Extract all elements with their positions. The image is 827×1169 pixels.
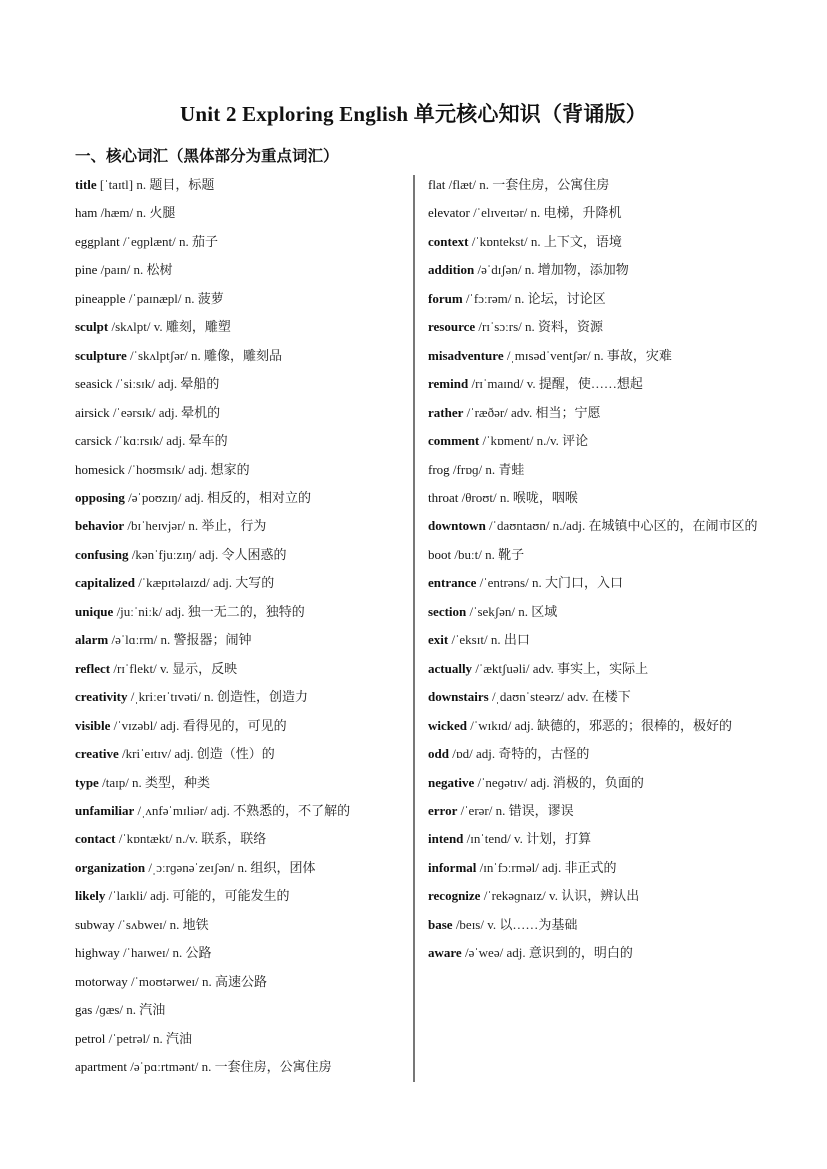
vocab-word: downtown — [428, 518, 486, 534]
vocab-definition: /paɪn/ n. 松树 — [97, 262, 173, 278]
vocab-definition: /bɪˈheɪvjər/ n. 举止，行为 — [124, 518, 267, 534]
vocab-word: creativity — [75, 689, 128, 705]
vocab-definition: /ˈmoʊtərweɪ/ n. 高速公路 — [127, 973, 267, 989]
vocab-definition: /ˈkɒment/ n./v. 评论 — [479, 433, 589, 449]
vocab-word: resource — [428, 319, 476, 335]
vocab-word: wicked — [428, 717, 467, 733]
vocab-definition: /ˈlaɪkli/ adj. 可能的，可能发生的 — [105, 888, 290, 904]
vocab-entry — [428, 342, 758, 370]
vocab-entry — [428, 655, 758, 683]
vocab-word: frog — [428, 461, 450, 477]
vocab-word: flat — [428, 177, 446, 192]
vocab-word: unfamiliar — [75, 802, 135, 818]
vocab-definition: /skʌlpt/ v. 雕刻，雕塑 — [108, 319, 231, 335]
vocab-definition: /ˈwɪkɪd/ adj. 缺德的，邪恶的；很棒的，极好的 — [467, 717, 733, 733]
vocab-entry — [75, 939, 410, 967]
vocab-definition: /kənˈfjuːzɪŋ/ adj. 令人困惑的 — [128, 546, 287, 562]
vocab-entry — [428, 882, 758, 910]
vocab-word: likely — [75, 888, 106, 904]
vocab-word: exit — [428, 632, 449, 648]
vocab-entry — [75, 569, 410, 597]
vocab-word: airsick — [75, 404, 110, 420]
vocab-word: informal — [428, 859, 477, 875]
page-title: Unit 2 Exploring English 单元核心知识（背诵版） — [180, 102, 647, 126]
vocab-word: entrance — [428, 575, 477, 591]
vocab-word: addition — [428, 262, 475, 278]
vocab-word: actually — [428, 660, 473, 676]
vocab-definition: /ˌɔːrɡənəˈzeɪʃən/ n. 组织，团体 — [145, 859, 316, 875]
vocab-definition: /ˈskʌlptʃər/ n. 雕像，雕刻品 — [126, 347, 283, 363]
vocab-entry — [75, 541, 410, 569]
vocab-word: motorway — [75, 973, 128, 989]
vocab-entry — [428, 683, 758, 711]
vocab-entry — [428, 199, 758, 227]
vocab-definition: /ˈræðər/ adv. 相当；宁愿 — [463, 404, 601, 420]
vocab-entry — [75, 882, 410, 910]
vocab-entry — [428, 370, 758, 398]
vocab-definition: /ˈeɡplænt/ n. 茄子 — [119, 233, 218, 249]
vocab-definition: /ˈentrəns/ n. 大门口，入口 — [476, 575, 623, 591]
vocab-definition: /taɪp/ n. 类型，种类 — [98, 774, 211, 790]
vocab-word: elevator — [428, 205, 470, 221]
vocab-definition: /ˈhoʊmsɪk/ adj. 想家的 — [124, 461, 250, 477]
vocab-entry — [428, 313, 758, 341]
vocab-definition: /əˈweə/ adj. 意识到的，明白的 — [461, 945, 633, 961]
column-divider — [413, 175, 415, 1082]
vocab-word: visible — [75, 717, 111, 733]
vocab-entry — [75, 854, 410, 882]
vocab-definition: /əˈpɑːrtmənt/ n. 一套住房，公寓住房 — [126, 1059, 332, 1075]
vocab-word: pineapple — [75, 290, 126, 306]
vocab-word: carsick — [75, 433, 112, 449]
vocab-entry — [428, 911, 758, 939]
vocab-entry — [75, 342, 410, 370]
section-heading: 一、核心词汇（黑体部分为重点词汇） — [75, 148, 339, 165]
vocab-entry — [428, 712, 758, 740]
vocab-definition: /flæt/ n. 一套住房，公寓住房 — [445, 177, 610, 192]
vocab-word: forum — [428, 290, 463, 306]
vocab-word: sculpture — [75, 347, 127, 363]
vocab-entry — [75, 797, 410, 825]
vocab-definition: /rɪˈflekt/ v. 显示，反映 — [110, 660, 238, 676]
vocab-definition: /rɪˈsɔːrs/ n. 资料，资源 — [475, 319, 603, 335]
vocab-entry — [75, 825, 410, 853]
vocab-definition: /ˈelɪveɪtər/ n. 电梯，升降机 — [469, 205, 622, 221]
vocab-entry — [428, 228, 758, 256]
vocab-definition: /beɪs/ v. 以……为基础 — [452, 916, 578, 932]
vocab-definition: [ˈtaɪtl] n. 题目，标题 — [96, 177, 215, 192]
vocab-entry — [75, 996, 410, 1024]
vocab-definition: /ˈsekʃən/ n. 区域 — [466, 603, 558, 619]
vocab-definition: /əˈpoʊzɪŋ/ adj. 相反的，相对立的 — [124, 489, 312, 505]
vocab-definition: /frɒɡ/ n. 青蛙 — [449, 461, 525, 477]
vocab-word: downstairs — [428, 689, 489, 705]
vocab-word: error — [428, 802, 458, 818]
vocab-entry — [428, 626, 758, 654]
vocab-definition: /hæm/ n. 火腿 — [97, 205, 176, 221]
vocab-word: rather — [428, 404, 464, 420]
vocab-word: intend — [428, 831, 464, 847]
vocab-entry — [428, 854, 758, 882]
vocab-definition: /ɡæs/ n. 汽油 — [92, 1002, 166, 1018]
vocab-entry — [75, 399, 410, 427]
vocab-entry — [428, 484, 758, 512]
vocab-word: creative — [75, 746, 119, 762]
vocab-entry — [75, 740, 410, 768]
vocab-definition: /ɒd/ adj. 奇特的，古怪的 — [448, 746, 590, 762]
vocab-word: throat — [428, 489, 459, 505]
vocab-entry — [75, 313, 410, 341]
vocab-word: title — [75, 177, 97, 192]
vocab-definition: /ˈneɡətɪv/ adj. 消极的，负面的 — [474, 774, 644, 790]
vocab-entry — [75, 370, 410, 398]
vocab-definition: /ˈeksɪt/ n. 出口 — [448, 632, 530, 648]
vocab-entry — [75, 427, 410, 455]
vocab-word: seasick — [75, 376, 113, 392]
vocab-entry — [75, 199, 410, 227]
vocab-word: highway — [75, 945, 120, 961]
vocab-entry — [428, 825, 758, 853]
vocab-definition: /ˈeərsɪk/ adj. 晕机的 — [109, 404, 221, 420]
vocab-definition: /ɪnˈtend/ v. 计划，打算 — [463, 831, 592, 847]
vocab-definition: /θroʊt/ n. 喉咙，咽喉 — [458, 489, 578, 505]
vocab-definition: /kriˈeɪtɪv/ adj. 创造（性）的 — [118, 746, 275, 762]
vocab-definition: /ˈkæpɪtəlaɪzd/ adj. 大写的 — [134, 575, 275, 591]
vocab-column-right — [428, 171, 758, 968]
vocab-definition: /ˈsʌbweɪ/ n. 地铁 — [114, 916, 209, 932]
vocab-word: capitalized — [75, 575, 135, 591]
vocab-word: behavior — [75, 518, 125, 534]
vocab-word: sculpt — [75, 319, 109, 335]
vocab-entry — [428, 427, 758, 455]
vocab-definition: /ˈdaʊntaʊn/ n./adj. 在城镇中心区的，在闹市区的 — [485, 518, 758, 534]
vocab-definition: /ˈkɒntækt/ n./v. 联系，联络 — [115, 831, 267, 847]
vocab-entry — [75, 626, 410, 654]
vocab-definition: /ˈpaɪnæpl/ n. 菠萝 — [125, 290, 224, 306]
vocab-definition: /ˈerər/ n. 错误，谬误 — [457, 802, 574, 818]
vocab-definition: /ˌdaʊnˈsteərz/ adv. 在楼下 — [488, 689, 631, 705]
vocab-word: opposing — [75, 489, 125, 505]
vocab-entry — [75, 655, 410, 683]
vocab-definition: /ˌmɪsədˈventʃər/ n. 事故，灾难 — [503, 347, 672, 363]
vocab-definition: /əˈlɑːrm/ n. 警报器；闹钟 — [108, 632, 252, 648]
vocab-entry — [428, 541, 758, 569]
vocab-entry — [428, 399, 758, 427]
vocab-definition: /ɪnˈfɔːrməl/ adj. 非正式的 — [476, 859, 617, 875]
vocab-word: aware — [428, 945, 462, 961]
vocab-definition: /əˈdɪʃən/ n. 增加物，添加物 — [474, 262, 629, 278]
vocab-word: negative — [428, 774, 475, 790]
vocab-entry — [428, 456, 758, 484]
vocab-definition: /ˈhaɪweɪ/ n. 公路 — [119, 945, 212, 961]
vocab-word: recognize — [428, 888, 481, 904]
vocab-word: section — [428, 603, 467, 619]
vocab-entry — [75, 1053, 410, 1081]
vocab-entry — [428, 256, 758, 284]
vocab-definition: /ˌkriːeɪˈtɪvəti/ n. 创造性，创造力 — [127, 689, 309, 705]
vocab-definition: /ˈfɔːrəm/ n. 论坛，讨论区 — [462, 290, 606, 306]
vocab-definition: /ˈkɒntekst/ n. 上下文，语境 — [468, 233, 622, 249]
vocab-word: homesick — [75, 461, 125, 477]
vocab-entry — [428, 939, 758, 967]
vocab-entry — [75, 712, 410, 740]
vocab-definition: /ˈsiːsɪk/ adj. 晕船的 — [112, 376, 220, 392]
vocab-entry — [428, 171, 758, 199]
vocab-word: reflect — [75, 660, 111, 676]
vocab-word: alarm — [75, 632, 109, 648]
vocab-entry — [75, 512, 410, 540]
vocab-word: remind — [428, 376, 469, 392]
vocab-word: type — [75, 774, 99, 790]
vocab-entry — [428, 797, 758, 825]
vocab-word: pine — [75, 262, 98, 278]
vocab-entry — [428, 598, 758, 626]
vocab-definition: /ˈkɑːrsɪk/ adj. 晕车的 — [111, 433, 228, 449]
vocab-entry — [75, 256, 410, 284]
vocab-word: base — [428, 916, 453, 932]
vocab-word: boot — [428, 546, 452, 562]
vocab-entry — [428, 512, 758, 540]
vocab-definition: /juːˈniːk/ adj. 独一无二的，独特的 — [113, 603, 305, 619]
vocab-definition: /ˈrekəɡnaɪz/ v. 认识，辨认出 — [480, 888, 640, 904]
vocab-column-left — [75, 171, 410, 1082]
vocab-word: unique — [75, 603, 114, 619]
vocab-entry — [75, 456, 410, 484]
vocab-word: ham — [75, 205, 98, 221]
vocab-entry — [75, 769, 410, 797]
vocab-entry — [75, 171, 410, 199]
vocab-word: contact — [75, 831, 116, 847]
vocab-word: apartment — [75, 1059, 127, 1075]
vocab-word: organization — [75, 859, 146, 875]
vocab-entry — [75, 683, 410, 711]
vocab-word: comment — [428, 433, 480, 449]
vocab-entry — [75, 285, 410, 313]
vocab-entry — [428, 769, 758, 797]
vocab-word: gas — [75, 1002, 93, 1018]
vocab-entry — [428, 740, 758, 768]
vocab-entry — [75, 911, 410, 939]
vocab-word: subway — [75, 916, 115, 932]
vocab-entry — [428, 285, 758, 313]
vocab-definition: /ˈæktʃuəli/ adv. 事实上，实际上 — [472, 660, 649, 676]
vocab-entry — [428, 569, 758, 597]
vocab-entry — [75, 1025, 410, 1053]
vocab-definition: /ˌʌnfəˈmɪliər/ adj. 不熟悉的，不了解的 — [134, 802, 351, 818]
vocab-definition: /ˈpetrəl/ n. 汽油 — [105, 1030, 192, 1046]
vocab-definition: /buːt/ n. 靴子 — [451, 546, 525, 562]
vocab-word: misadventure — [428, 347, 504, 363]
vocab-entry — [75, 484, 410, 512]
vocab-entry — [75, 968, 410, 996]
vocab-word: odd — [428, 746, 449, 762]
vocab-entry — [75, 598, 410, 626]
vocab-definition: /ˈvɪzəbl/ adj. 看得见的，可见的 — [110, 717, 287, 733]
vocab-word: petrol — [75, 1030, 106, 1046]
vocab-word: eggplant — [75, 233, 120, 249]
vocab-word: confusing — [75, 546, 129, 562]
vocab-word: context — [428, 233, 469, 249]
vocab-definition: /rɪˈmaɪnd/ v. 提醒，使……想起 — [468, 376, 643, 392]
vocab-entry — [75, 228, 410, 256]
